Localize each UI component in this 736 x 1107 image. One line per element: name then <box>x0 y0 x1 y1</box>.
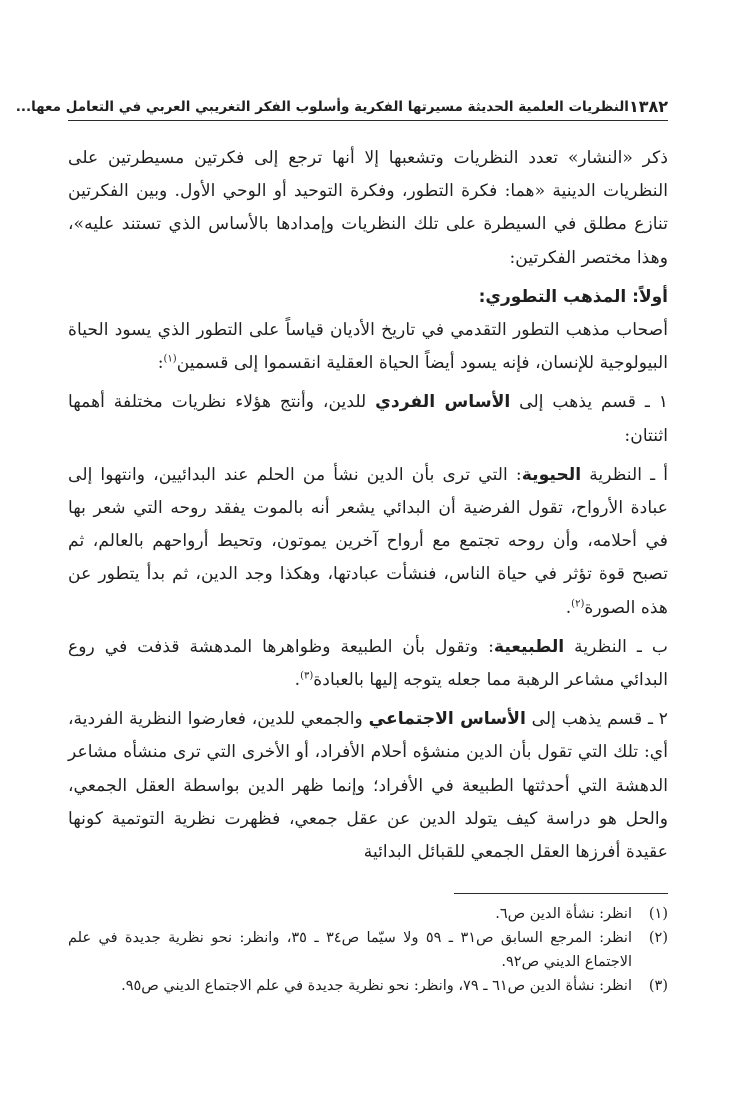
footnote-divider <box>454 893 668 894</box>
item-1-intro: ١ ـ قسم يذهب إلى <box>510 392 668 413</box>
item-2-paragraph <box>68 703 668 869</box>
item-2-intro: ٢ ـ قسم يذهب إلى <box>525 709 668 730</box>
footnote-ref-2: (٢) <box>571 597 585 609</box>
item-1b-paragraph <box>68 631 668 697</box>
item-2-rest: والجمعي للدين، فعارضوا النظرية الفردية، أي: تلك التي تقول بأن الدين منشؤه أحلام الأفراد، أو الأخرى التي ترى منشأه مشاعر الدهشة التي أحدثتها الطبيعة في الأفراد؛ وإنما ظهر الدين بواسطة العقل الجمعي، والحل هو دراسة كيف يتولد الدين عن عقل جمعي، فظهرت نظرية التوتمية كونها عقيدة أفرزها العقل الجمعي للقبائل البدائية <box>68 709 668 863</box>
punct: : <box>157 353 164 374</box>
running-header <box>15 88 668 121</box>
footnote-number: (٢) <box>648 930 668 946</box>
footnotes <box>68 902 668 998</box>
footnote-ref-1: (١) <box>163 353 177 365</box>
footnote-number: (١) <box>648 906 668 922</box>
item-1-rest: للدين، وأنتج هؤلاء نظريات مختلفة أهمها اثنتان: <box>68 392 668 446</box>
term-animism: الحيوية <box>521 464 582 485</box>
footnote <box>68 926 668 974</box>
term-naturism: الطبيعية <box>493 636 565 657</box>
item-1a-paragraph <box>68 459 668 625</box>
footnote-text: انظر: نشأة الدين ص٦١ ـ ٧٩، وانظر: نحو نظرية جديدة في علم الاجتماع الديني ص٩٥. <box>121 978 632 994</box>
footnote <box>68 902 668 926</box>
item-1a-text: : التي ترى بأن الدين نشأ من الحلم عند البدائيين، وانتهوا إلى عبادة الأرواح، تقول الفرضية أن البدائي يشعر أنه بالموت يفقد روحه التي شعر بها في أحلامه، وأن روحه تجتمع مع أرواح آخرين يموتون، وتحيط أرواحهم بالعالم، ثم تصبح قوة تؤثر في حياة الناس، فنشأت عبادتها، وهكذا وجد الدين، ثم بدأ يتطور عن هذه الصورة <box>68 464 668 618</box>
footnote-text: انظر: المرجع السابق ص٣١ ـ ٥٩ ولا سيّما ص٣٤ ـ ٣٥، وانظر: نحو نظرية جديدة في علم الاجتماع الديني ص٩٢. <box>68 930 632 970</box>
item-1-paragraph <box>68 386 668 452</box>
footnote-number: (٣) <box>648 978 668 994</box>
running-title: النظريات العلمية الحديثة مسيرتها الفكرية وأسلوب الفكر التغريبي العربي في التعامل معها... <box>15 99 629 115</box>
intro-paragraph: ذكر «النشار» تعدد النظريات وتشعبها إلا أنها ترجع إلى فكرتين مسيطرتين على النظريات الدينية «هما: فكرة التطور، وفكرة التوحيد أو الوحي الأول. وبين الفكرتين تنازع مطلق في السيطرة على تلك النظريات وإمدادها بالأساس الذي تستند عليه»، وهذا مختصر الفكرتين: <box>68 148 668 268</box>
punct: . <box>565 597 572 618</box>
footnote <box>68 974 668 998</box>
item-1b-text: : وتقول بأن الطبيعة وظواهرها المدهشة قذفت في روع البدائي مشاعر الرهبة مما جعله يتوجه إليها بالعبادة <box>68 636 668 691</box>
footnote-text: انظر: نشأة الدين ص٦. <box>495 906 632 922</box>
term-social-basis: الأساس الاجتماعي <box>368 709 526 730</box>
evolution-paragraph <box>68 314 668 380</box>
footnote-ref-3: (٣) <box>300 670 314 682</box>
page-number: ١٣٨٢ <box>628 97 668 116</box>
evolution-text: أصحاب مذهب التطور التقدمي في تاريخ الأديان قياساً على التطور الذي يسود الحياة البيولوجية للإنسان، فإنه يسود أيضاً الحياة العقلية انقسموا إلى قسمين <box>68 320 668 374</box>
section-heading: أولاً: المذهب التطوري: <box>478 286 668 307</box>
punct: . <box>294 670 301 691</box>
main-text <box>68 142 668 869</box>
term-individual-basis: الأساس الفردي <box>375 392 511 413</box>
item-1a-intro: أ ـ النظرية <box>581 464 669 485</box>
item-1b-intro: ب ـ النظرية <box>564 636 668 657</box>
